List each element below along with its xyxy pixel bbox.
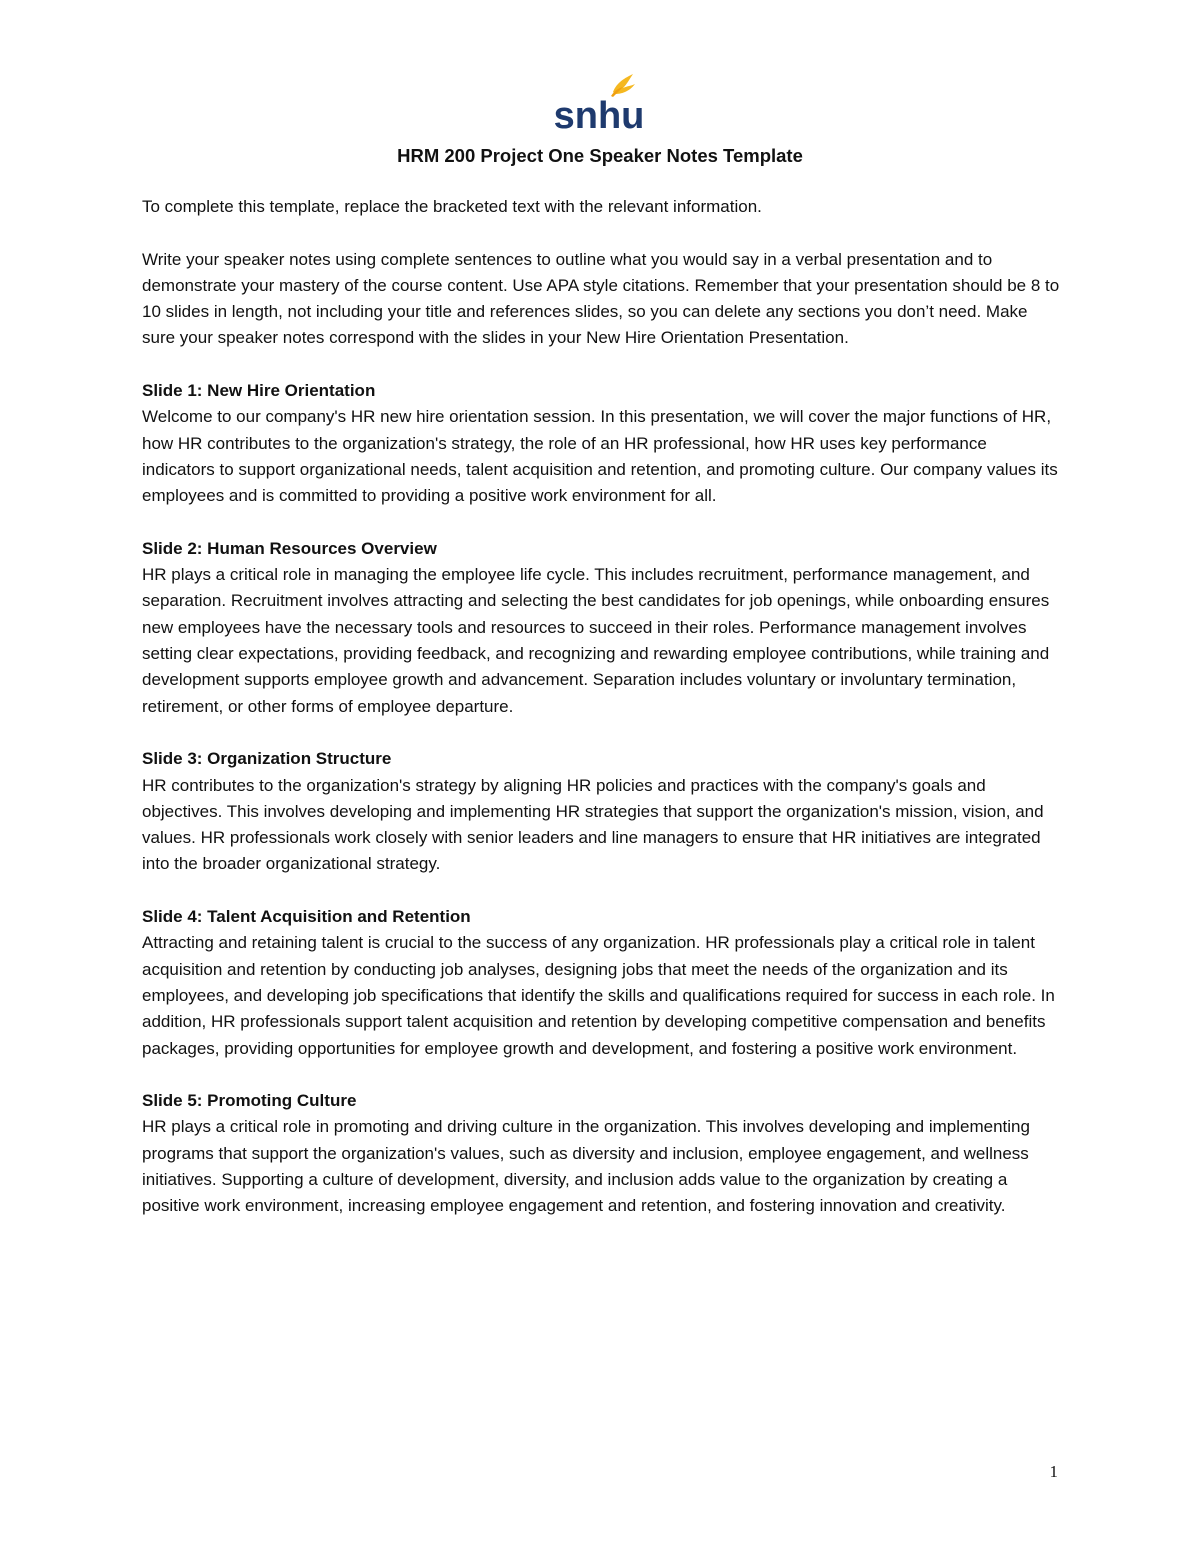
intro-paragraph: To complete this template, replace the bracketed text with the relevant information. bbox=[142, 197, 762, 216]
slide-heading: Slide 4: Talent Acquisition and Retention bbox=[142, 907, 471, 927]
slide-notes: HR plays a critical role in managing the employee life cycle. This includes recruitment, performance management, and separation. Recruitment involves attracting and selecting the best candidates for job openings, while onboarding ensures new employees have the necessary tools and resources to succeed in their roles. Performance management involves setting clear expectations, providing feedback, and recognizing and rewarding employee contributions, while training and development supports employee growth and advancement. Separation includes voluntary or involuntary termination, retirement, or other forms of employee departure. bbox=[142, 565, 1050, 716]
slide-heading: Slide 5: Promoting Culture bbox=[142, 1091, 357, 1111]
slide-section bbox=[142, 746, 1062, 877]
slide-notes: Attracting and retaining talent is crucial to the success of any organization. HR professionals play a critical role in talent acquisition and retention by conducting job analyses, designing jobs that meet the needs of the organization and its employees, and developing job specifications that identify the skills and qualifications required for success in each role. In addition, HR professionals support talent acquisition and retention by developing competitive compensation and benefits packages, providing opportunities for employee growth and development, and fostering a positive work environment. bbox=[142, 933, 1055, 1058]
slide-notes: HR contributes to the organization's strategy by aligning HR policies and practices with the company's goals and objectives. This involves developing and implementing HR strategies that support the organization's mission, vision, and values. HR professionals work closely with senior leaders and line managers to ensure that HR initiatives are integrated into the broader organizational strategy. bbox=[142, 775, 1044, 874]
slide-heading: Slide 3: Organization Structure bbox=[142, 749, 392, 769]
slide-heading: Slide 2: Human Resources Overview bbox=[142, 538, 437, 558]
snhu-logo bbox=[553, 70, 645, 132]
slide-notes: HR plays a critical role in promoting and driving culture in the organization. This involves developing and implementing programs that support the organization's values, such as diversity and inclusion, employee engagement, and wellness initiatives. Supporting a culture of development, diversity, and inclusion adds value to the organization by creating a positive work environment, increasing employee engagement and retention, and fostering innovation and creativity. bbox=[142, 1117, 1030, 1216]
flame-leaf-icon bbox=[553, 70, 645, 132]
slide-section bbox=[142, 1088, 1062, 1219]
slide-section bbox=[142, 378, 1062, 509]
slide-heading: Slide 1: New Hire Orientation bbox=[142, 381, 376, 401]
page-title: HRM 200 Project One Speaker Notes Template bbox=[397, 145, 803, 166]
slide-section bbox=[142, 536, 1062, 720]
document-body bbox=[142, 194, 1062, 1246]
logo-text: snhu bbox=[553, 95, 645, 132]
slide-notes: Welcome to our company's HR new hire orientation session. In this presentation, we will cover the major functions of HR, how HR contributes to the organization's strategy, the role of an HR professional, how HR uses key performance indicators to support organizational needs, talent acquisition and retention, and promoting culture. Our company values its employees and is committed to providing a positive work environment for all. bbox=[142, 407, 1058, 506]
instructions-paragraph: Write your speaker notes using complete sentences to outline what you would say in a verbal presentation and to demonstrate your mastery of the course content. Use APA style citations. Remember that your presentation should be 8 to 10 slides in length, not including your title and references slides, so you can delete any sections you don’t need. Make sure your speaker notes correspond with the slides in your New Hire Orientation Presentation. bbox=[142, 249, 1060, 348]
page-number: 1 bbox=[1049, 1462, 1058, 1481]
slide-section bbox=[142, 904, 1062, 1062]
